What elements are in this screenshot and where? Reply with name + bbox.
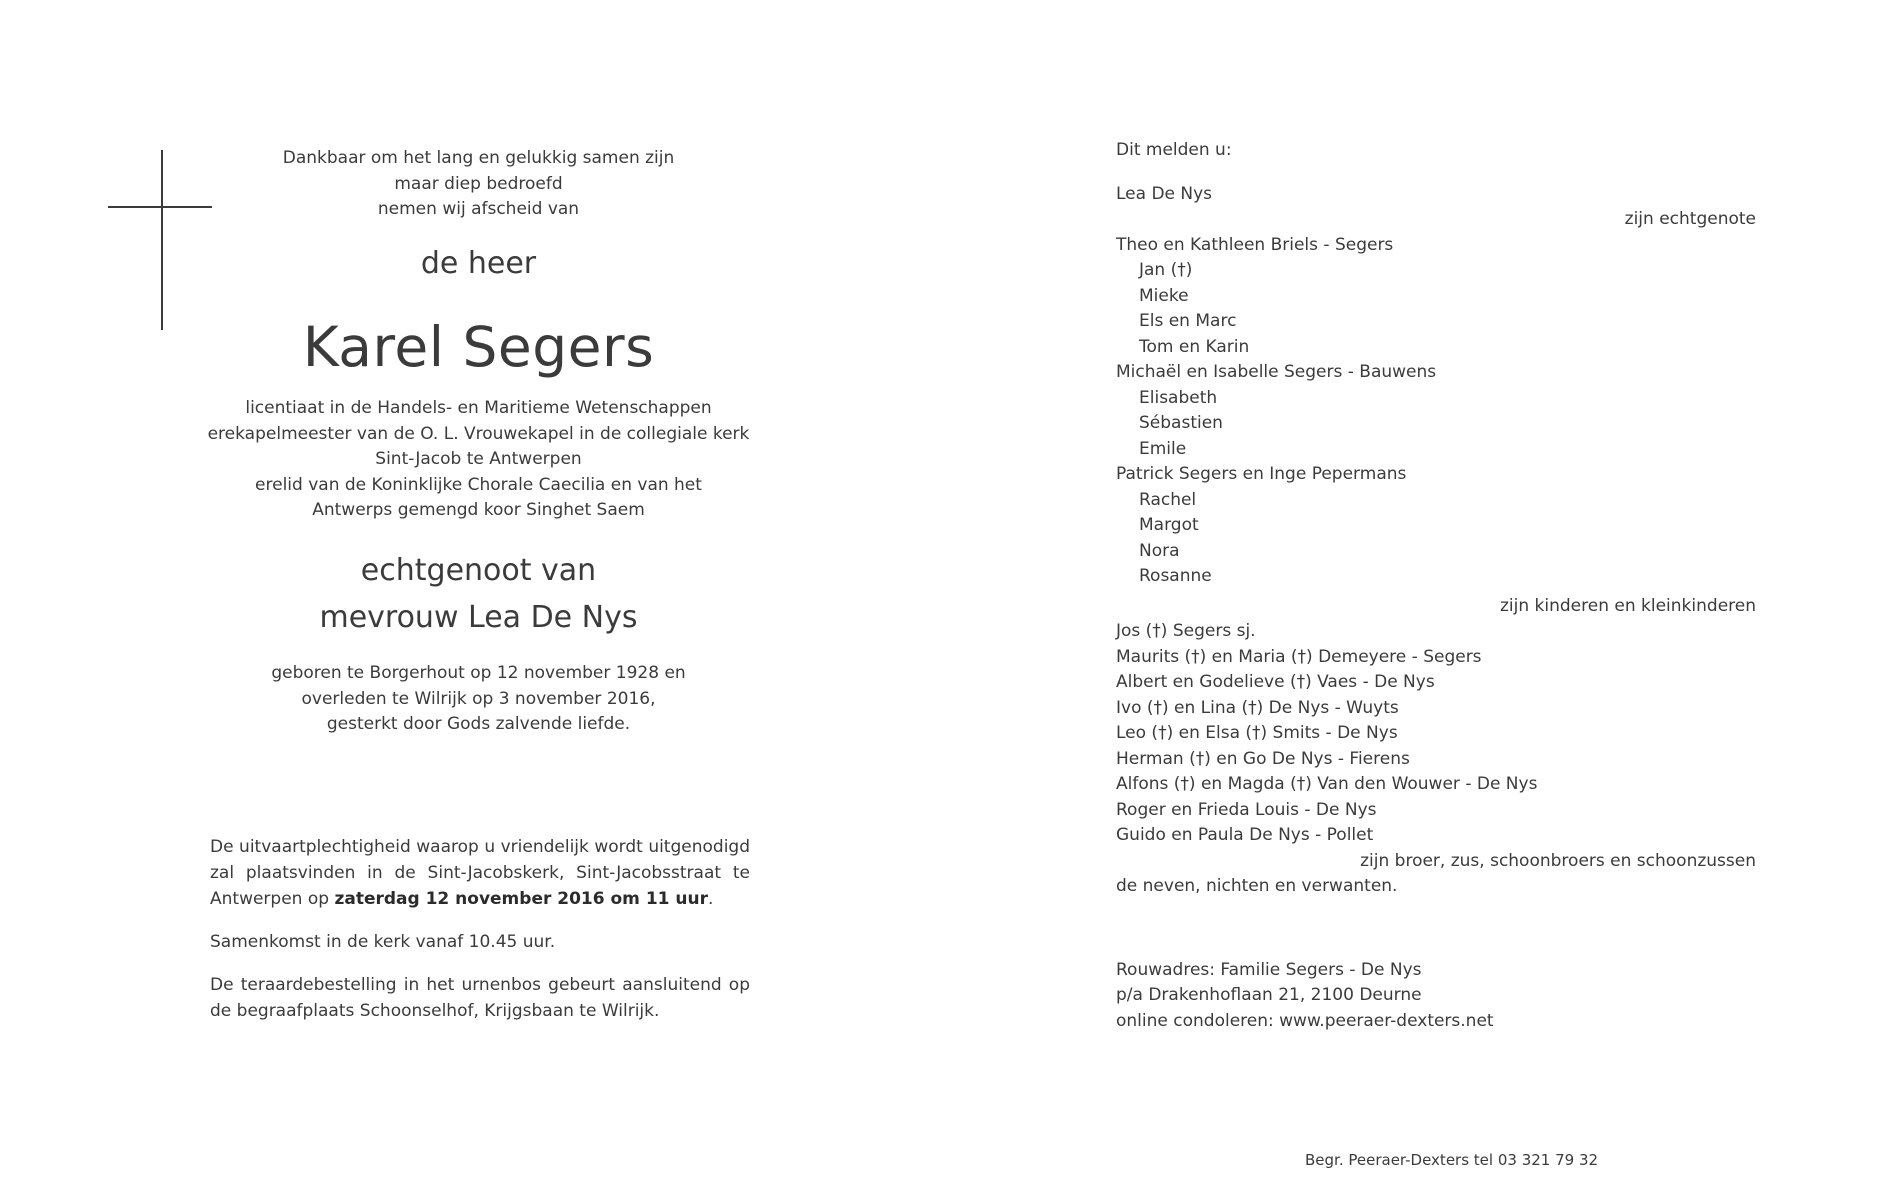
mourning-address-line: p/a Drakenhoflaan 21, 2100 Deurne xyxy=(1116,985,1422,1005)
credential-line: erelid van de Koninklijke Chorale Caecilia en van het xyxy=(255,474,702,495)
funeral-text-end: . xyxy=(707,889,714,909)
relatives-line: de neven, nichten en verwanten. xyxy=(1116,876,1398,896)
sibling-name: Jos (†) Segers sj. xyxy=(1116,621,1256,641)
spouse-heading xyxy=(190,547,767,641)
birth-death-info xyxy=(190,661,767,738)
birth-line: geboren te Borgerhout op 12 november 1928 en xyxy=(271,663,686,683)
grandchild-name: Emile xyxy=(1139,438,1187,459)
honorific: de heer xyxy=(420,246,537,281)
grandchild-name: Rosanne xyxy=(1139,566,1212,586)
children-role: zijn kinderen en kleinkinderen xyxy=(1500,595,1756,616)
intro-line: nemen wij afscheid van xyxy=(377,199,580,219)
burial-paragraph: De teraardebestelling in het urnenbos gebeurt aansluitend op de begraafplaats Schoonselhof, Krijgsbaan te Wilrijk. xyxy=(210,975,750,1021)
credential-line: Sint-Jacob te Antwerpen xyxy=(375,449,582,469)
family-name: Michaël en Isabelle Segers - Bauwens xyxy=(1116,362,1437,382)
condolence-website: online condoleren: www.peeraer-dexters.net xyxy=(1116,1010,1494,1031)
siblings-role: zijn broer, zus, schoonbroers en schoonzussen xyxy=(1360,850,1756,871)
intro-text xyxy=(190,146,767,223)
credentials xyxy=(190,396,767,524)
sibling-name: Ivo (†) en Lina (†) De Nys - Wuyts xyxy=(1116,697,1399,718)
funeral-details xyxy=(210,834,750,1041)
grandchild-name: Els en Marc xyxy=(1139,311,1237,331)
sibling-name: Guido en Paula De Nys - Pollet xyxy=(1116,825,1374,845)
sibling-name: Herman (†) en Go De Nys - Fierens xyxy=(1116,748,1410,769)
grandchild-name: Mieke xyxy=(1139,285,1189,306)
family-name: Theo en Kathleen Briels - Segers xyxy=(1116,234,1394,255)
sibling-name: Alfons (†) en Magda (†) Van den Wouwer - De Nys xyxy=(1116,774,1538,794)
intro-line: Dankbaar om het lang en gelukkig samen zijn xyxy=(282,148,675,168)
grandchild-name: Rachel xyxy=(1139,489,1197,510)
birth-line: overleden te Wilrijk op 3 november 2016, xyxy=(301,688,656,709)
birth-line: gesterkt door Gods zalvende liefde. xyxy=(326,714,631,734)
deceased-name: Karel Segers xyxy=(302,315,655,379)
grandchild-name: Jan (†) xyxy=(1139,260,1193,280)
sibling-name: Maurits (†) en Maria (†) Demeyere - Segers xyxy=(1116,646,1482,667)
funeral-home-footer: Begr. Peeraer-Dexters tel 03 321 79 32 xyxy=(1305,1151,1599,1169)
spouse-line: echtgenoot van xyxy=(360,553,597,588)
grandchild-name: Nora xyxy=(1139,540,1180,561)
sibling-name: Roger en Frieda Louis - De Nys xyxy=(1116,799,1377,820)
funeral-text: De uitvaartplechtigheid waarop u vriendelijk wordt uitgenodigd zal plaatsvinden in de Sint-Jacobskerk, Sint-Jacobsstraat te Antwerpen op xyxy=(210,837,750,909)
funeral-date: zaterdag 12 november 2016 om 11 uur xyxy=(334,889,708,909)
family-name: Patrick Segers en Inge Pepermans xyxy=(1116,464,1407,484)
announcement-intro: Dit melden u: xyxy=(1116,140,1232,160)
grandchild-name: Elisabeth xyxy=(1139,387,1218,408)
grandchild-name: Sébastien xyxy=(1139,413,1223,433)
credential-line: licentiaat in de Handels- en Maritieme Wetenschappen xyxy=(245,398,712,418)
funeral-paragraph xyxy=(210,834,750,912)
credential-line: Antwerps gemengd koor Singhet Saem xyxy=(312,500,645,520)
sibling-name: Leo (†) en Elsa (†) Smits - De Nys xyxy=(1116,723,1398,743)
family-announcement xyxy=(1116,138,1756,1034)
spouse-line: mevrouw Lea De Nys xyxy=(319,600,638,635)
credential-line: erekapelmeester van de O. L. Vrouwekapel in de collegiale kerk xyxy=(207,423,750,444)
intro-line: maar diep bedroefd xyxy=(394,173,563,194)
grandchild-name: Margot xyxy=(1139,515,1199,535)
grandchild-name: Tom en Karin xyxy=(1139,336,1250,357)
mourning-address-line: Rouwadres: Familie Segers - De Nys xyxy=(1116,959,1422,980)
spouse-name: Lea De Nys xyxy=(1116,183,1213,204)
spouse-role: zijn echtgenote xyxy=(1624,209,1756,229)
cross-icon-vertical xyxy=(161,150,163,330)
gathering-paragraph: Samenkomst in de kerk vanaf 10.45 uur. xyxy=(210,932,556,952)
sibling-name: Albert en Godelieve (†) Vaes - De Nys xyxy=(1116,672,1435,692)
